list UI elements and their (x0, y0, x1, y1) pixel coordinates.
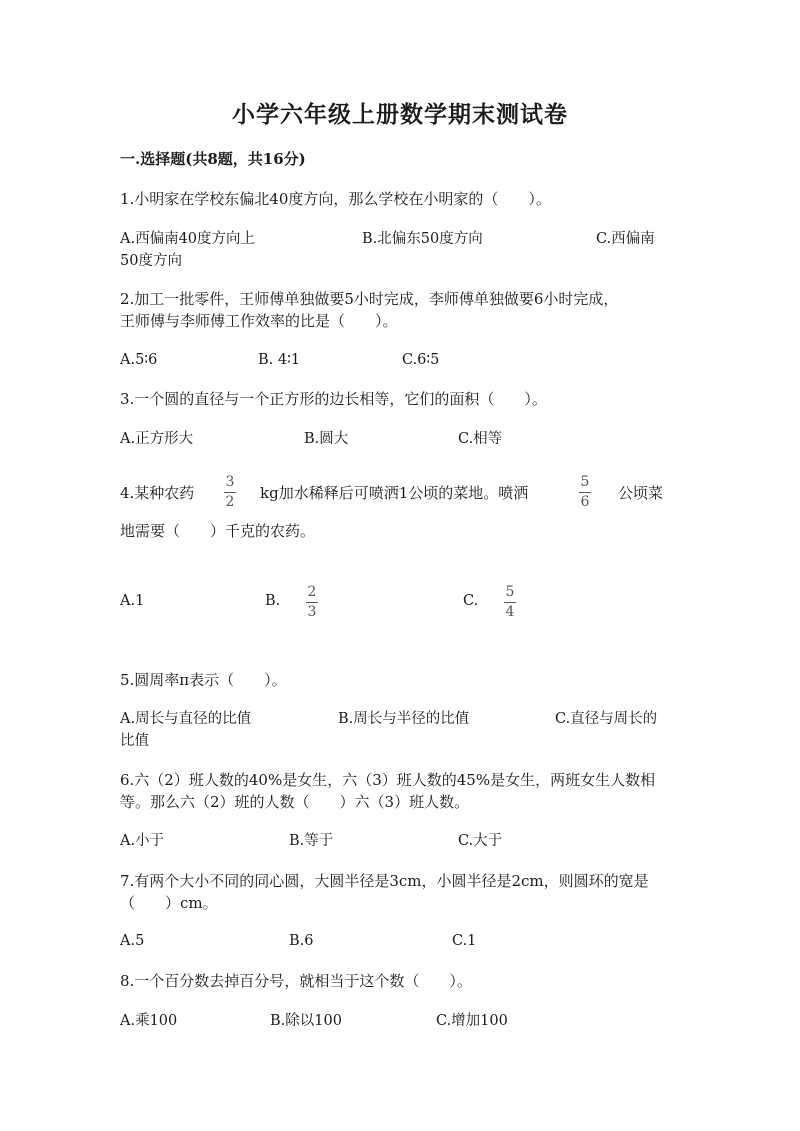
fraction-five-sixths (579, 474, 591, 511)
fraction-denominator: 3 (307, 604, 317, 620)
fraction-numerator: 5 (505, 584, 515, 600)
question-5-option-c: C.直径与周长的 (555, 711, 658, 727)
question-2-stem-line1: 2.加工一批零件，王师傅单独做要5小时完成，李师傅单独做要6小时完成， (120, 290, 619, 308)
fraction-numerator: 3 (225, 474, 235, 490)
question-8-option-a: A.乘100 (120, 1013, 178, 1029)
fraction-numerator: 2 (307, 584, 317, 600)
question-8-option-c: C.增加100 (436, 1013, 508, 1029)
fraction-denominator: 6 (580, 494, 590, 510)
question-3-stem: 3.一个圆的直径与一个正方形的边长相等，它们的面积（ ）。 (120, 390, 547, 408)
fraction-numerator: 5 (580, 474, 590, 490)
fraction-bar (579, 492, 591, 493)
question-5-option-a: A.周长与直径的比值 (120, 711, 252, 727)
question-1-option-b: B.北偏东50度方向 (362, 231, 483, 247)
fraction-five-quarters (504, 584, 516, 621)
question-3-option-b: B.圆大 (304, 431, 349, 447)
question-1-option-c: C.西偏南 (596, 231, 655, 247)
fraction-bar (306, 602, 318, 603)
fraction-two-thirds (306, 584, 318, 621)
question-6-stem-line2: 等。那么六（2）班的人数（ ）六（3）班人数。 (120, 793, 470, 811)
question-6-option-c: C.大于 (458, 833, 503, 849)
question-2-stem-line2: 王师傅与李师傅工作效率的比是（ ）。 (120, 312, 398, 330)
question-5-stem: 5.圆周率π表示（ ）。 (120, 671, 287, 689)
question-7-option-b: B.6 (289, 933, 314, 949)
question-1-option-a: A.西偏南40度方向上 (120, 231, 256, 247)
question-1-stem: 1.小明家在学校东偏北40度方向，那么学校在小明家的（ ）。 (120, 190, 551, 208)
question-7-option-a: A.5 (120, 933, 145, 949)
question-4-stem-part2: kg加水稀释后可喷洒1公顷的菜地。喷洒 (260, 484, 529, 502)
question-7-option-c: C.1 (452, 933, 477, 949)
question-4-option-b: B. (265, 593, 281, 609)
question-4-stem-part3: 公顷菜 (618, 484, 664, 502)
question-8-stem: 8.一个百分数去掉百分号，就相当于这个数（ ）。 (120, 972, 472, 990)
question-4-option-a: A.1 (120, 593, 145, 609)
question-1-option-c-cont: 50度方向 (120, 253, 182, 269)
question-2-option-c: C.6∶5 (402, 352, 440, 368)
question-3-option-a: A.正方形大 (120, 431, 194, 447)
question-4-stem-line2: 地需要（ ）千克的农药。 (120, 522, 316, 540)
fraction-denominator: 4 (505, 604, 515, 620)
section-heading: 一.选择题(共8题，共16分) (120, 150, 306, 168)
question-8-option-b: B.除以100 (270, 1013, 342, 1029)
question-6-option-a: A.小于 (120, 833, 165, 849)
question-7-stem-line2: （ ）cm。 (120, 894, 218, 912)
question-5-option-c-cont: 比值 (120, 733, 149, 749)
fraction-denominator: 2 (225, 494, 235, 510)
question-6-option-b: B.等于 (289, 833, 334, 849)
page-title: 小学六年级上册数学期末测试卷 (232, 101, 568, 128)
question-6-stem-line1: 6.六（2）班人数的40%是女生，六（3）班人数的45%是女生，两班女生人数相 (120, 771, 656, 789)
question-2-option-a: A.5∶6 (120, 352, 158, 368)
question-5-option-b: B.周长与半径的比值 (338, 711, 470, 727)
question-4-option-c: C. (463, 593, 479, 609)
fraction-bar (224, 492, 236, 493)
question-4-stem-part1: 4.某种农药 (120, 484, 195, 502)
fraction-three-halves (224, 474, 236, 511)
question-2-option-b: B. 4∶1 (258, 352, 301, 368)
fraction-bar (504, 602, 516, 603)
question-7-stem-line1: 7.有两个大小不同的同心圆，大圆半径是3cm，小圆半径是2cm，则圆环的宽是 (120, 872, 649, 890)
question-3-option-c: C.相等 (458, 431, 503, 447)
